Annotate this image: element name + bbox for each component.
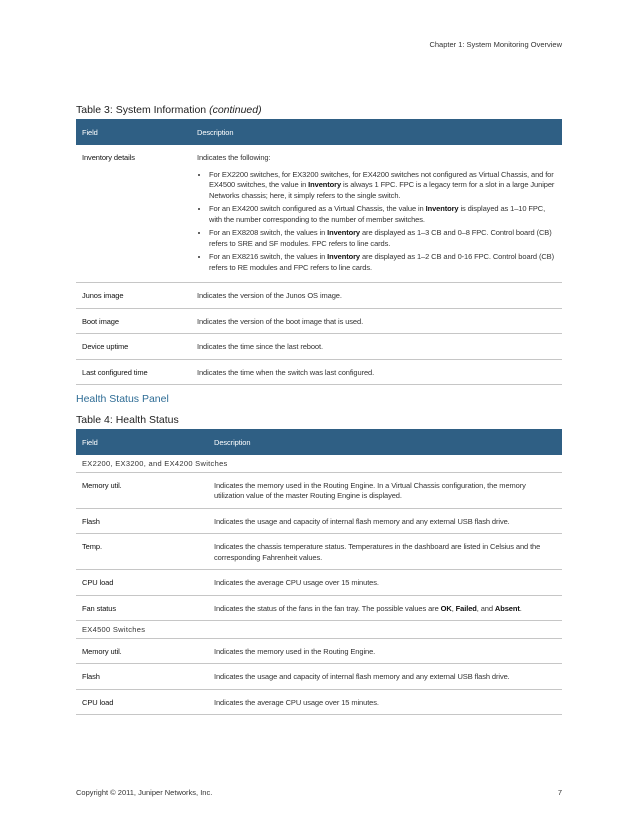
system-information-table [76,119,562,385]
description-cell: Indicates the usage and capacity of internal flash memory and any external USB flash drive. [208,508,562,534]
table-row [76,359,562,385]
group-row [76,455,562,472]
group-row [76,621,562,639]
table-row [76,664,562,690]
bullet-list [197,170,556,274]
list-item [209,204,556,225]
running-header: Chapter 1: System Monitoring Overview [429,40,562,49]
separator: , [451,603,456,613]
table-row [76,534,562,570]
health-status-table [76,429,562,715]
table-row [76,570,562,596]
bullet-text: are displayed as 1–2 CB and 0-16 FPC. Control board (CB) refers to RE modules and FPC refers to line cards. [209,252,554,272]
table-row [76,689,562,715]
table-3-title-text: Table 3: System Information [76,104,207,116]
description-text: Indicates the status of the fans in the fan tray. The possible values are [214,603,441,613]
column-header-field: Field [76,119,191,145]
keyword: Inventory [327,252,360,261]
description-intro: Indicates the following: [197,153,271,162]
list-item [209,228,556,249]
field-cell: Fan status [76,595,208,621]
table-row [76,145,562,283]
bullet-text: is always 1 FPC. FPC is a legacy term for a slot in a large Juniper Networks chassis; here, it simply refers to the single switch. [209,180,555,200]
description-cell [208,595,562,621]
footer-copyright: Copyright © 2011, Juniper Networks, Inc. [76,788,213,797]
list-item [209,170,556,202]
keyword: Inventory [308,180,342,189]
field-cell: Memory util. [76,638,208,664]
field-cell: Device uptime [76,334,191,360]
separator: , and [476,603,495,613]
field-cell: Memory util. [76,472,208,508]
table-header-row [76,119,562,145]
field-cell: Junos image [76,283,191,309]
table-row [76,472,562,508]
bullet-text: For an EX8208 switch, the values in [209,228,328,237]
column-header-description: Description [191,119,562,145]
group-heading: EX2200, EX3200, and EX4200 Switches [76,455,562,472]
description-cell: Indicates the time since the last reboot. [191,334,562,360]
keyword: Absent [494,603,520,613]
column-header-description: Description [208,429,562,455]
keyword: OK [440,603,452,613]
description-cell: Indicates the version of the Junos OS image. [191,283,562,309]
field-cell: Inventory details [76,145,191,283]
description-cell: Indicates the memory used in the Routing Engine. In a Virtual Chassis configuration, the memory utilization value of the master Routing Engine is displayed. [208,472,562,508]
description-cell: Indicates the version of the boot image that is used. [191,308,562,334]
field-cell: CPU load [76,689,208,715]
punctuation: . [519,603,522,613]
table-row [76,308,562,334]
table-row [76,508,562,534]
description-cell: Indicates the average CPU usage over 15 minutes. [208,570,562,596]
list-item [209,252,556,273]
description-cell: Indicates the average CPU usage over 15 minutes. [208,689,562,715]
table-row [76,595,562,621]
description-cell: Indicates the time when the switch was last configured. [191,359,562,385]
bullet-text: For EX2200 switches, for EX3200 switches, for EX4200 switches not configured as Virtual Chassis, and for EX4500 switches, the value in [209,169,554,189]
table-4-title: Table 4: Health Status [76,414,179,426]
table-3-title [76,104,262,116]
bullet-text: are displayed as 1–3 CB and 0–8 FPC. Control board (CB) refers to SRE and SF modules. FPC refers to line cards. [209,228,552,248]
keyword: Failed [455,603,477,613]
field-cell: Flash [76,664,208,690]
column-header-field: Field [76,429,208,455]
table-3-title-suffix: (continued) [209,104,262,116]
bullet-text: For an EX8216 switch, the values in [209,252,328,261]
field-cell: CPU load [76,570,208,596]
field-cell: Last configured time [76,359,191,385]
keyword: Inventory [425,204,459,213]
table-row [76,638,562,664]
field-cell: Boot image [76,308,191,334]
table-row [76,334,562,360]
field-cell: Flash [76,508,208,534]
description-cell [191,145,562,283]
page-number: 7 [557,788,562,797]
keyword: Inventory [327,228,360,237]
table-header-row [76,429,562,455]
section-title: Health Status Panel [76,393,169,405]
field-cell: Temp. [76,534,208,570]
bullet-text: For an EX4200 switch configured as a Virtual Chassis, the value in [209,204,426,213]
description-cell: Indicates the chassis temperature status. Temperatures in the dashboard are listed in Celsius and the corresponding Fahrenheit values. [208,534,562,570]
table-row [76,283,562,309]
description-cell: Indicates the usage and capacity of internal flash memory and any external USB flash drive. [208,664,562,690]
description-cell: Indicates the memory used in the Routing Engine. [208,638,562,664]
group-heading: EX4500 Switches [76,621,562,639]
bullet-text: is displayed as 1–10 FPC, with the number corresponding to the number of member switches. [209,204,546,224]
